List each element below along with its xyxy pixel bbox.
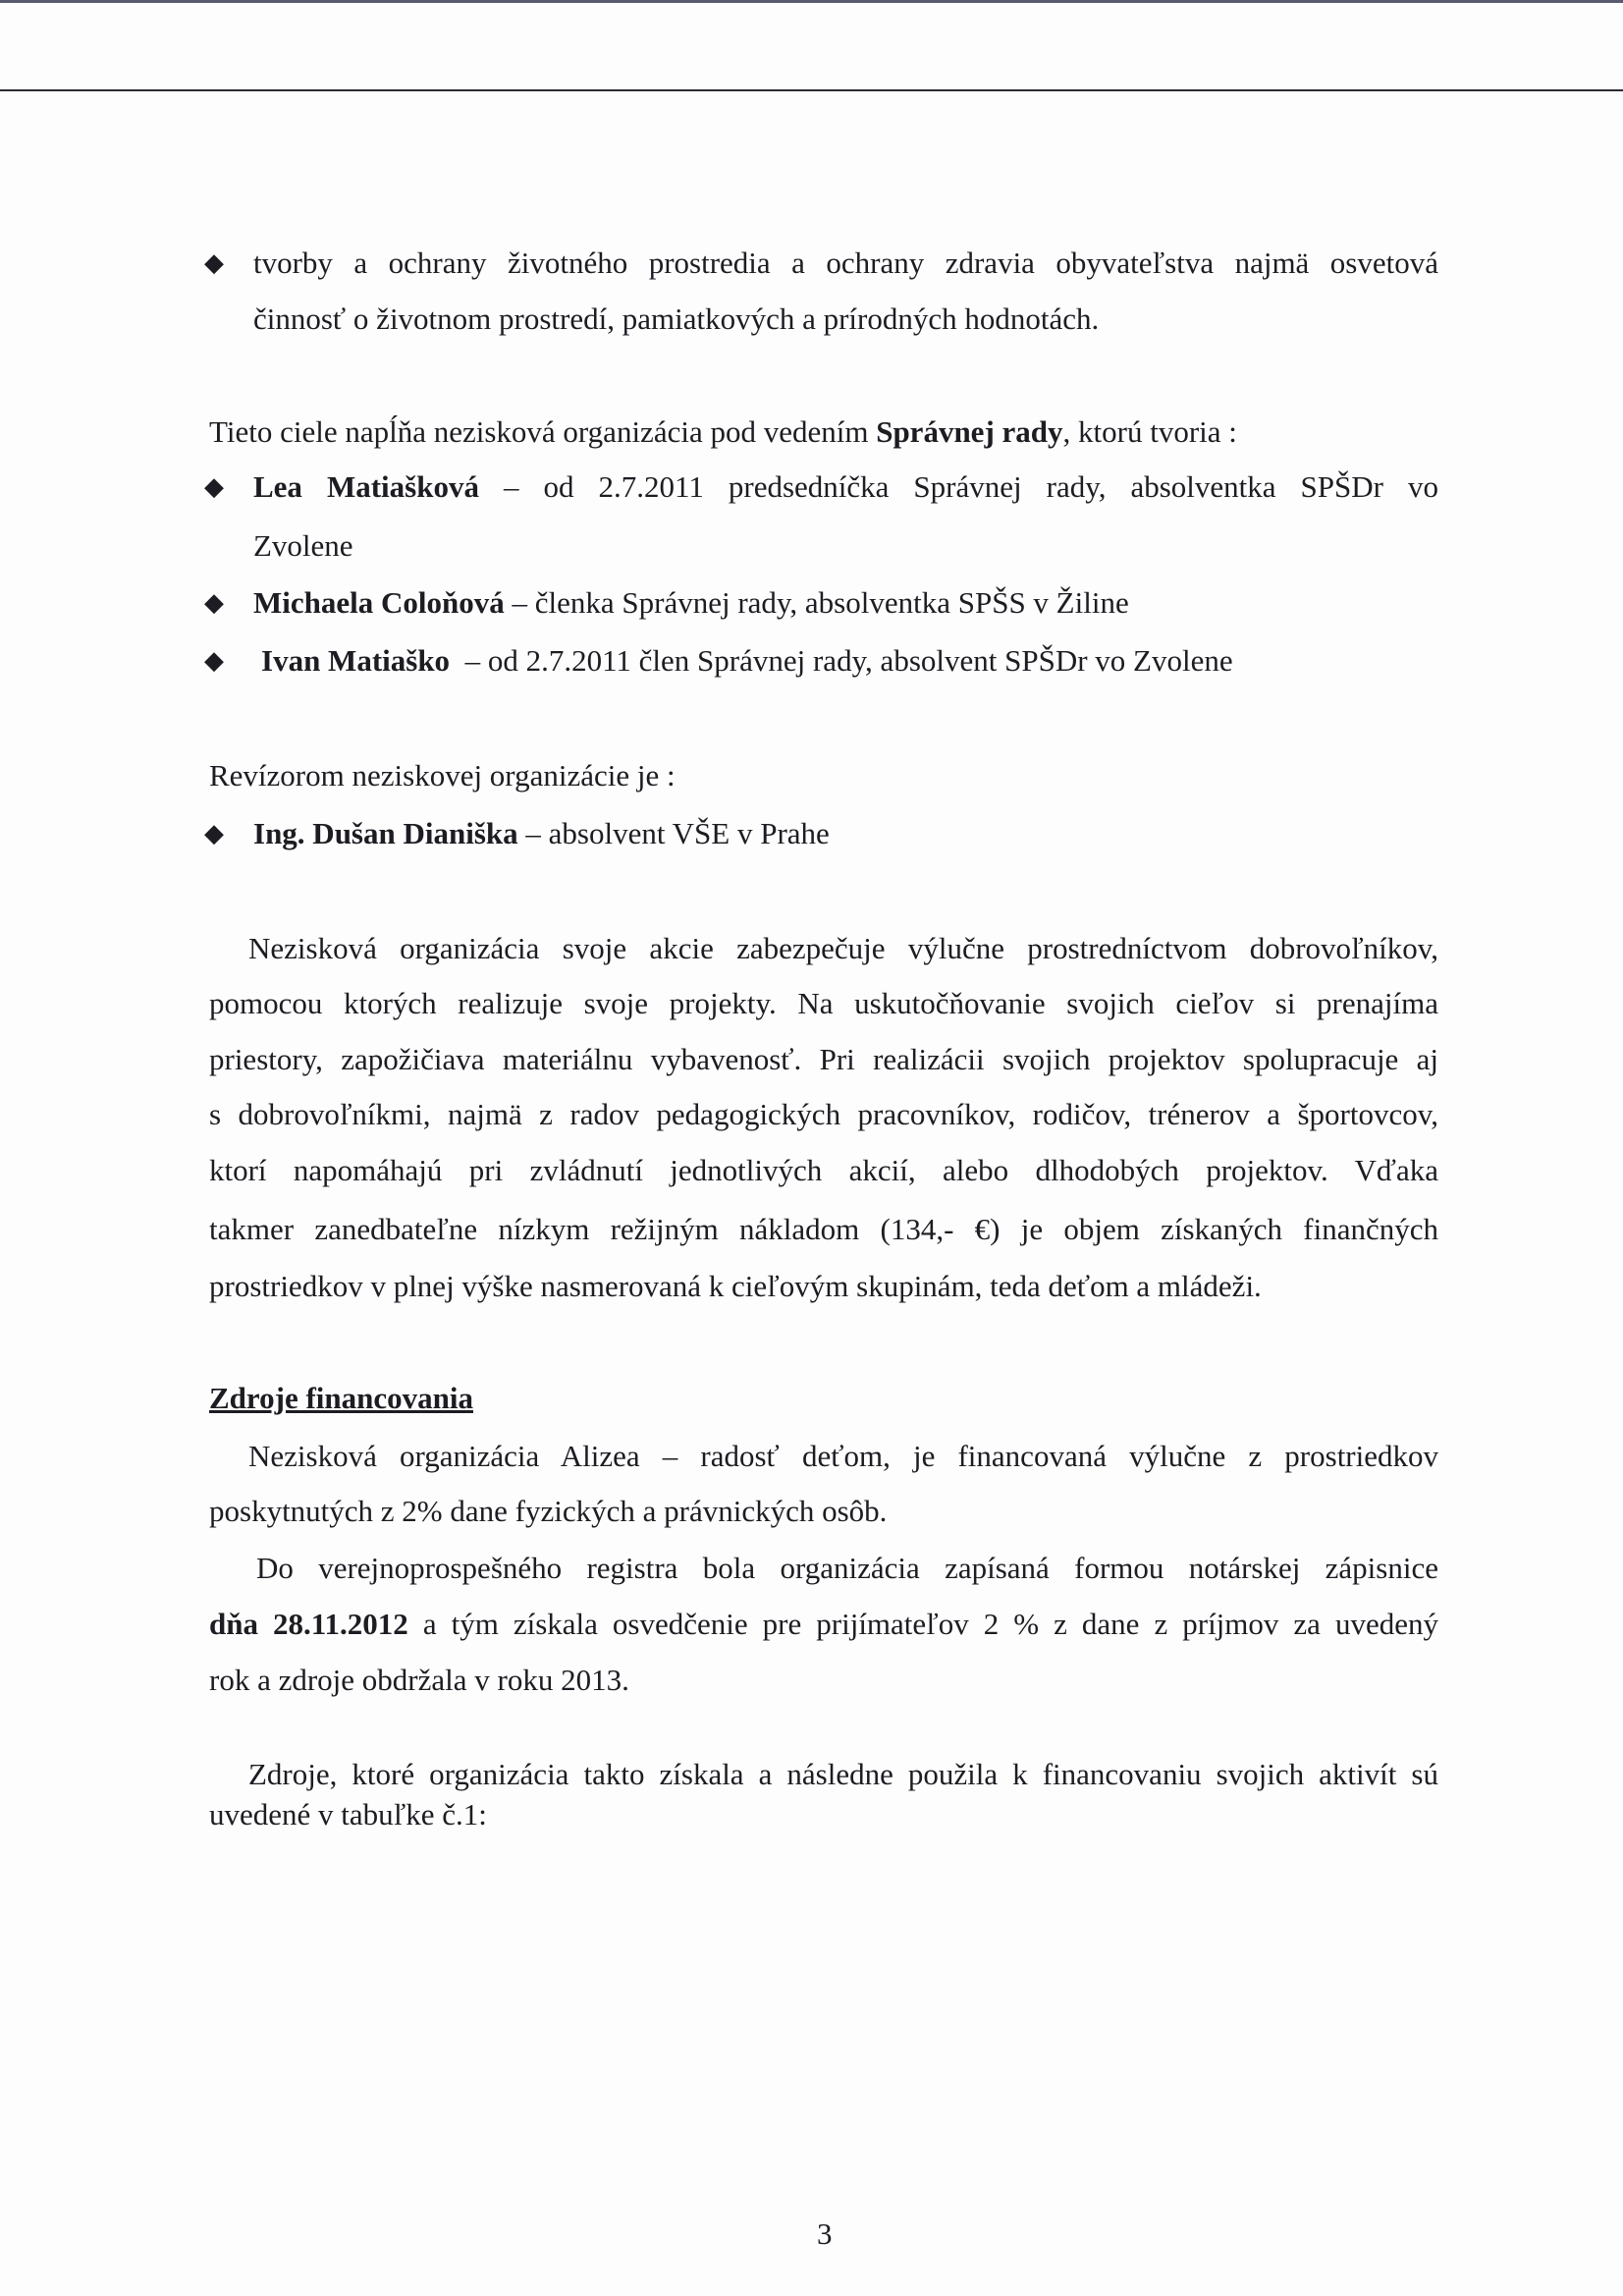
paragraph-text: a tým získala osvedčenie pre prijímateľov 2 % z dane z príjmov za uvedený	[407, 1607, 1438, 1641]
member-desc: – členka Správnej rady, absolventka SPŠS v Žiline	[504, 585, 1129, 620]
scan-top-edge	[0, 0, 1623, 3]
paragraph-line: Zdroje, ktoré organizácia takto získala a následne použila k financovaniu svojich aktivít sú	[248, 1757, 1438, 1791]
board-member	[253, 465, 1438, 509]
member-name: Lea Matiašková	[253, 469, 479, 504]
auditor	[253, 812, 830, 855]
member-name: Ivan Matiaško	[261, 643, 451, 678]
member-desc: Zvolene	[253, 528, 353, 563]
paragraph-line: poskytnutých z 2% dane fyzických a právnických osôb.	[209, 1494, 888, 1528]
member-desc: – od 2.7.2011 člen Správnej rady, absolvent SPŠDr vo Zvolene	[450, 643, 1233, 678]
paragraph-line	[209, 1603, 1438, 1646]
paragraph-line: Nezisková organizácia svoje akcie zabezpečuje výlučne prostredníctvom dobrovoľníkov,	[248, 931, 1438, 965]
paragraph-line: Do verejnoprospešného registra bola organizácia zapísaná formou notárskej zápisnice	[256, 1551, 1438, 1585]
paragraph-line: ktorí napomáhajú pri zvládnutí jednotlivých akcií, alebo dlhodobých projektov. Vďaka	[209, 1153, 1438, 1187]
paragraph-line: s dobrovoľníkmi, najmä z radov pedagogických pracovníkov, rodičov, trénerov a športovcov,	[209, 1097, 1438, 1131]
paragraph-line: uvedené v tabuľke č.1:	[209, 1797, 487, 1831]
member-name: Michaela Coloňová	[253, 585, 505, 620]
paragraph-line: prostriedkov v plnej výške nasmerovaná k cieľovým skupinám, teda deťom a mládeži.	[209, 1269, 1262, 1303]
diamond-bullet-icon: ◆	[204, 646, 224, 675]
page-number: 3	[817, 2216, 833, 2251]
header-rule	[0, 89, 1623, 91]
auditor-intro: Revízorom neziskovej organizácie je :	[209, 758, 676, 793]
board-intro	[209, 410, 1237, 454]
auditor-desc: – absolvent VŠE v Prahe	[517, 816, 830, 850]
diamond-bullet-icon: ◆	[204, 472, 224, 501]
registration-date: dňa 28.11.2012	[209, 1607, 408, 1641]
auditor-name: Ing. Dušan Dianiška	[253, 816, 518, 850]
board-intro-text: , ktorú tvoria :	[1062, 414, 1237, 449]
board-member	[261, 639, 1233, 683]
member-desc: – od 2.7.2011 predsedníčka Správnej rady, absolventka SPŠDr vo	[478, 469, 1438, 504]
paragraph-line: priestory, zapožičiava materiálnu vybavenosť. Pri realizácii svojich projektov spolupracuje aj	[209, 1042, 1438, 1076]
section-heading: Zdroje financovania	[209, 1381, 473, 1415]
diamond-bullet-icon: ◆	[204, 588, 224, 617]
paragraph-line: takmer zanedbateľne nízkym režijným nákladom (134,- €) je objem získaných finančných	[209, 1212, 1438, 1246]
diamond-bullet-icon: ◆	[204, 248, 224, 277]
goal-item-line: činnosť o životnom prostredí, pamiatkových a prírodných hodnotách.	[253, 301, 1100, 336]
board-intro-text: Tieto ciele napĺňa nezisková organizácia pod vedením	[209, 414, 877, 449]
paragraph-line: Nezisková organizácia Alizea – radosť deťom, je financovaná výlučne z prostriedkov	[248, 1439, 1438, 1473]
goal-item-line: tvorby a ochrany životného prostredia a ochrany zdravia obyvateľstva najmä osvetová	[253, 246, 1438, 280]
diamond-bullet-icon: ◆	[204, 819, 224, 847]
board-member	[253, 581, 1129, 625]
paragraph-line: pomocou ktorých realizuje svoje projekty. Na uskutočňovanie svojich cieľov si prenajíma	[209, 986, 1438, 1020]
board-intro-bold: Správnej rady	[876, 414, 1063, 449]
paragraph-line: rok a zdroje obdržala v roku 2013.	[209, 1663, 629, 1697]
